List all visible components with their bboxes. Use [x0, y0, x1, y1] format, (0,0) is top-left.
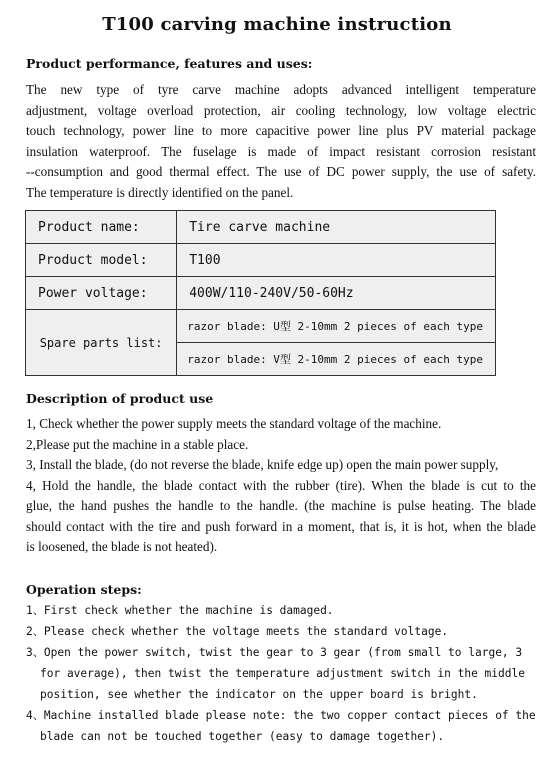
usage-line: 4, Hold the handle, the blade contact with the rubber (tire). When the blade is cut to the: [26, 477, 536, 493]
operation-line: for average), then twist the temperature adjustment switch in the middle: [40, 667, 525, 680]
usage-line: should contact with the tire and push forward in a moment, that is, it is hot, when the blade: [26, 518, 536, 534]
table-row: [26, 310, 496, 343]
usage-heading: Description of product use: [26, 391, 214, 406]
table-row: [26, 244, 496, 277]
spec-value: T100: [177, 244, 496, 277]
operation-line: blade can not be touched together (easy to damage together).: [40, 730, 445, 743]
usage-line: glue, the hand pushes the handle to the handle. (the machine is pulse heating. The blade: [26, 498, 536, 513]
features-line: The new type of tyre carve machine adopts advanced intelligent temperature: [26, 82, 536, 97]
spec-table: [25, 210, 496, 376]
features-heading: Product performance, features and uses:: [26, 56, 313, 71]
usage-line: 3, Install the blade, (do not reverse the blade, knife edge up) open the main power supply,: [26, 457, 499, 472]
table-row: [26, 211, 496, 244]
usage-paragraph: [26, 414, 536, 558]
operation-line: 3、Open the power switch, twist the gear to 3 gear (from small to large, 3: [26, 646, 523, 659]
spec-value: 400W/110-240V/50-60Hz: [177, 277, 496, 310]
operation-steps: [26, 600, 536, 747]
features-line: touch technology, power line to more capacitive power line plus PV material package: [26, 123, 536, 138]
features-paragraph: [26, 80, 536, 203]
spare-parts-label: Spare parts list:: [26, 310, 177, 376]
page-title: T100 carving machine instruction: [102, 14, 452, 35]
usage-line: is loosened, the blade is not heated).: [26, 539, 218, 554]
operation-line: 4、Machine installed blade please note: the two copper contact pieces of the: [26, 709, 536, 722]
spec-value: Tire carve machine: [177, 211, 496, 244]
features-line: insulation waterproof. The fuselage is made of impact resistant corrosion resistant: [26, 143, 536, 159]
spare-part-value: razor blade: U型 2-10mm 2 pieces of each type: [177, 310, 496, 343]
features-line: adjustment, voltage overload protection, air cooling technology, low voltage electric: [26, 102, 536, 118]
features-line: The temperature is directly identified on the panel.: [26, 184, 294, 200]
usage-line: 1, Check whether the power supply meets the standard voltage of the machine.: [26, 416, 442, 431]
spec-label: Product name:: [26, 211, 177, 244]
spec-label: Product model:: [26, 244, 177, 277]
operation-line: 2、Please check whether the voltage meets the standard voltage.: [26, 625, 449, 638]
operation-line: 1、First check whether the machine is damaged.: [26, 604, 334, 617]
features-line: --consumption and good thermal effect. The use of DC power supply, the use of safety.: [26, 164, 536, 179]
usage-line: 2,Please put the machine in a stable place.: [26, 436, 249, 452]
spare-part-value: razor blade: V型 2-10mm 2 pieces of each type: [177, 343, 496, 376]
spec-label: Power voltage:: [26, 277, 177, 310]
operation-line: position, see whether the indicator on the upper board is bright.: [40, 688, 478, 701]
table-row: [26, 277, 496, 310]
operation-heading: Operation steps:: [26, 582, 142, 597]
